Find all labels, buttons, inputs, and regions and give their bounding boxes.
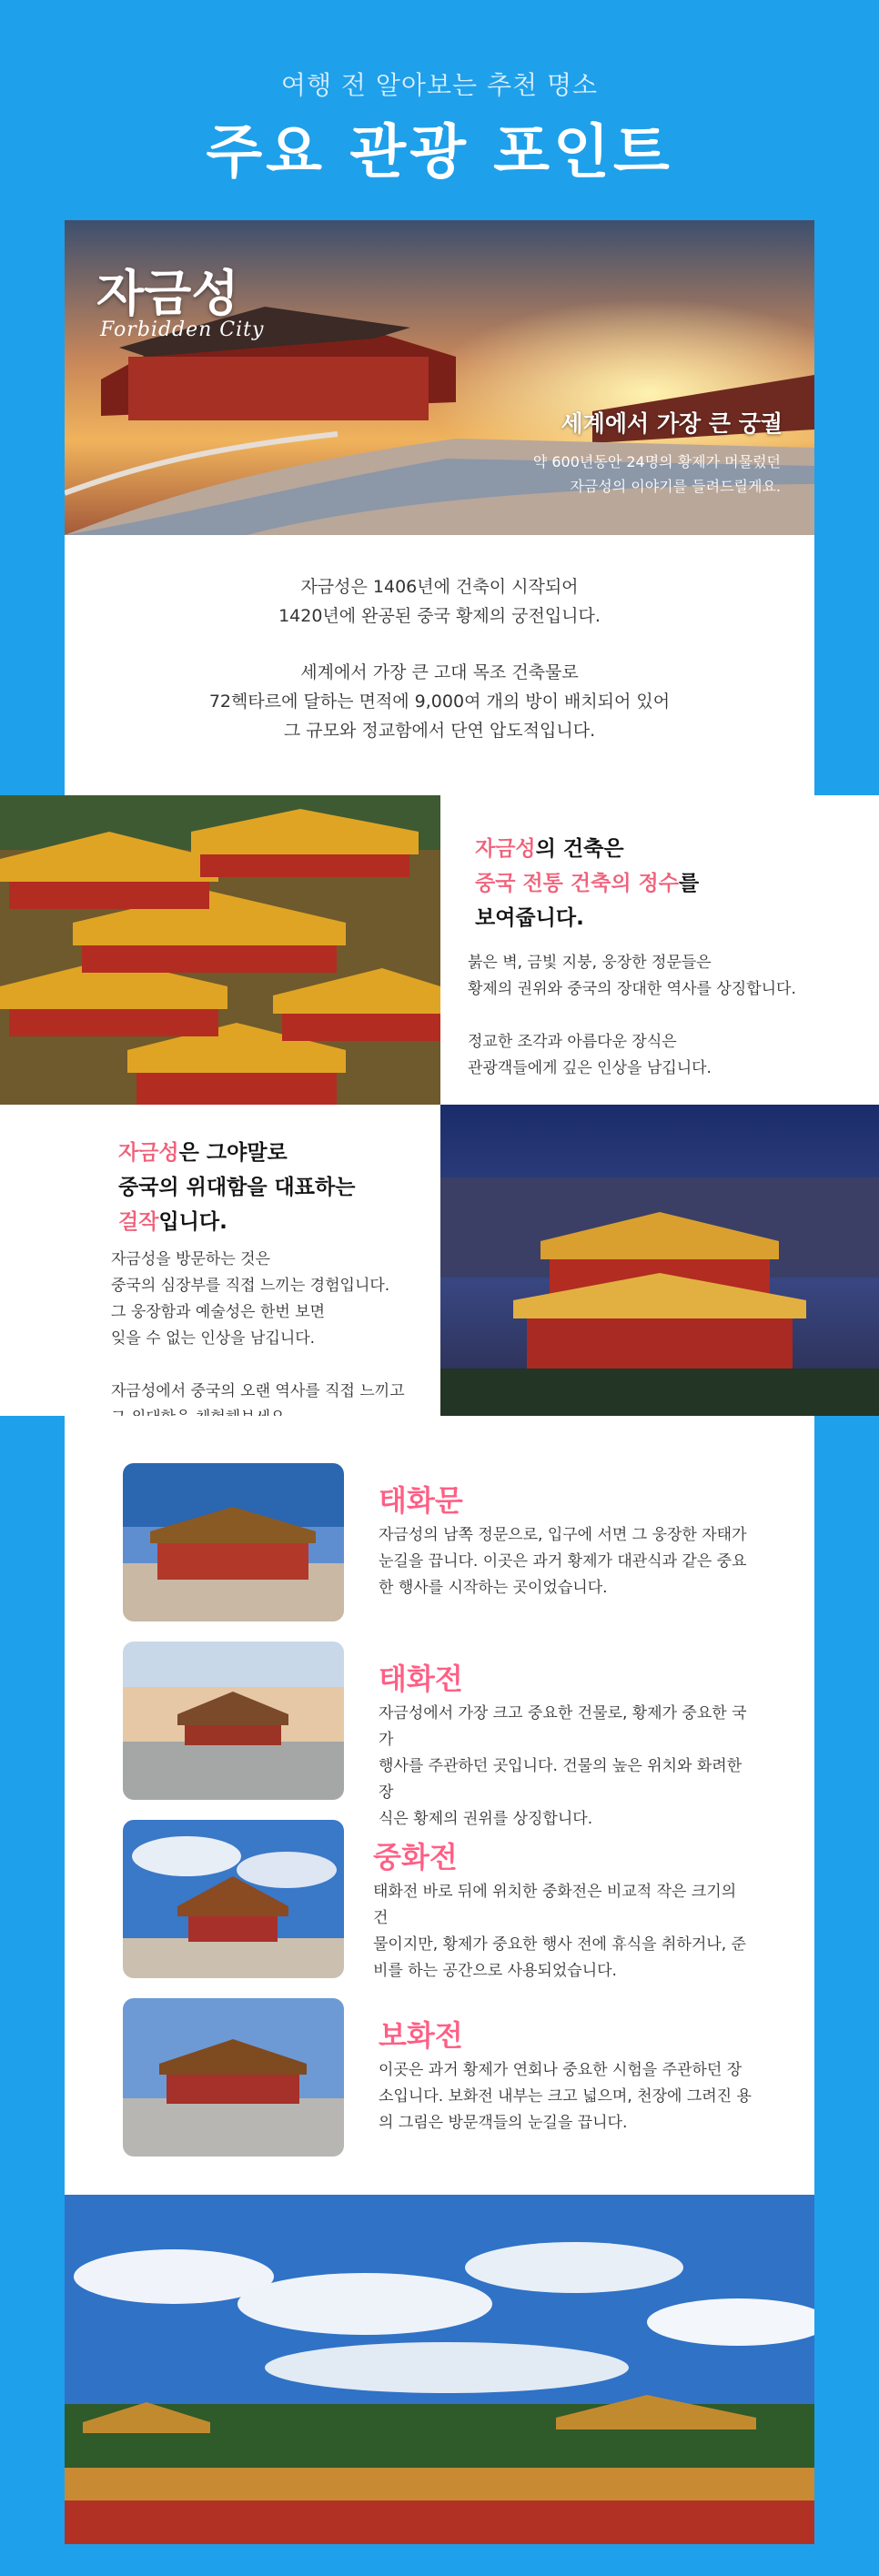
item-thumbnail (123, 1998, 344, 2157)
night-palace-photo (440, 1105, 879, 1416)
section1-title-text: 의 건축은 (535, 837, 624, 861)
item-thumbnail (123, 1642, 344, 1800)
section2-body-line: 잊을 수 없는 인상을 남깁니다. (111, 1329, 316, 1348)
item-description-line: 행사를 주관하던 곳입니다. 건물의 높은 위치와 화려한 장 (379, 1757, 743, 1802)
item-description-line: 눈길을 끕니다. 이곳은 과거 황제가 대관식과 같은 중요 (379, 1552, 747, 1571)
intro-line: 72헥타르에 달하는 면적에 9,000여 개의 방이 배치되어 있어 (208, 692, 671, 712)
item-title: 태화문 (379, 1483, 463, 1518)
item-description-line: 비를 하는 공간으로 사용되었습니다. (373, 1962, 617, 1980)
intro-line: 세계에서 가장 큰 고대 목조 건축물로 (300, 662, 579, 682)
section1-body-line: 황제의 권위와 중국의 장대한 역사를 상징합니다. (468, 980, 796, 998)
hero-tagline: 세계에서 가장 큰 궁궐 (561, 410, 783, 437)
item-description (379, 1522, 761, 1601)
item-thumbnail (123, 1463, 344, 1621)
section2-body-line: 자금성에서 중국의 오랜 역사를 직접 느끼고 (111, 1382, 405, 1400)
item-title: 보화전 (379, 2018, 463, 2053)
item-description (379, 2057, 761, 2137)
item-description-line: 자금성에서 가장 크고 중요한 건물로, 황제가 중요한 국가 (379, 1704, 747, 1749)
section1-body-line: 정교한 조각과 아름다운 장식은 (468, 1033, 677, 1051)
hero-caption-line: 약 600년동안 24명의 황제가 머물렀던 (532, 453, 781, 470)
intro-line: 1420년에 완공된 중국 황제의 궁전입니다. (278, 606, 601, 626)
section2-title-text: 은 그야말로 (178, 1141, 288, 1165)
section1-body-line: 관광객들에게 깊은 인상을 남깁니다. (468, 1059, 712, 1077)
section2-title (118, 1136, 428, 1239)
item-description-line: 식은 황제의 권위를 상징합니다. (379, 1810, 593, 1828)
section2-title-text: 입니다. (158, 1210, 227, 1234)
item-description (373, 1879, 755, 1985)
section2-body (111, 1247, 439, 1431)
section1-title-highlight: 자금성 (475, 837, 536, 861)
intro-line: 자금성은 1406년에 건축이 시작되어 (300, 577, 579, 597)
section1-body-line: 붉은 벽, 금빛 지붕, 웅장한 정문들은 (468, 954, 712, 972)
rooftops-photo (0, 795, 440, 1105)
intro-line: 그 규모와 정교함에서 단연 압도적입니다. (283, 721, 596, 741)
item-thumbnail (123, 1820, 344, 1978)
intro-text (65, 572, 814, 745)
section1-title-text: 를 (678, 872, 700, 895)
item-description-line: 물이지만, 황제가 중요한 행사 전에 휴식을 취하거나, 준 (373, 1935, 746, 1954)
section1-title-text: 보여줍니다. (475, 906, 584, 930)
section1-body (468, 950, 868, 1082)
section2-body-line: 중국의 심장부를 직접 느끼는 경험입니다. (111, 1277, 390, 1295)
hero-caption (473, 450, 781, 499)
item-description-line: 태화전 바로 뒤에 위치한 중화전은 비교적 작은 크기의 건 (373, 1883, 737, 1927)
item-description (379, 1701, 761, 1833)
item-title: 태화전 (379, 1662, 463, 1696)
section2-title-highlight: 걸작 (118, 1210, 159, 1234)
item-description-line: 소입니다. 보화전 내부는 크고 넓으며, 천장에 그려진 용 (379, 2087, 752, 2106)
header-subtitle: 여행 전 알아보는 추천 명소 (280, 70, 599, 100)
hero-caption-line: 자금성의 이야기를 들려드릴게요. (570, 478, 781, 495)
section2-body-line: 그 웅장함과 예술성은 한번 보면 (111, 1303, 326, 1321)
section1-title (475, 832, 857, 935)
section2-body-line: 자금성을 방문하는 것은 (111, 1250, 271, 1268)
page-title: 주요 관광 포인트 (206, 119, 673, 187)
section1-title-highlight: 중국 전통 건축의 정수 (475, 872, 679, 895)
hero-name-en: Forbidden City (100, 318, 265, 341)
section2-title-text: 중국의 위대함을 대표하는 (118, 1176, 356, 1199)
section2-title-highlight: 자금성 (118, 1141, 179, 1165)
item-description-line: 자금성의 남쪽 정문으로, 입구에 서면 그 웅장한 자태가 (379, 1526, 747, 1544)
hero-name: 자금성 (96, 265, 239, 322)
item-description-line: 한 행사를 시작하는 곳이었습니다. (379, 1579, 608, 1597)
item-description-line: 의 그림은 방문객들의 눈길을 끕니다. (379, 2114, 628, 2132)
item-title: 중화전 (373, 1840, 458, 1874)
item-description-line: 이곳은 과거 황제가 연회나 중요한 시험을 주관하던 장 (379, 2061, 743, 2079)
bottom-photo (65, 2195, 814, 2544)
